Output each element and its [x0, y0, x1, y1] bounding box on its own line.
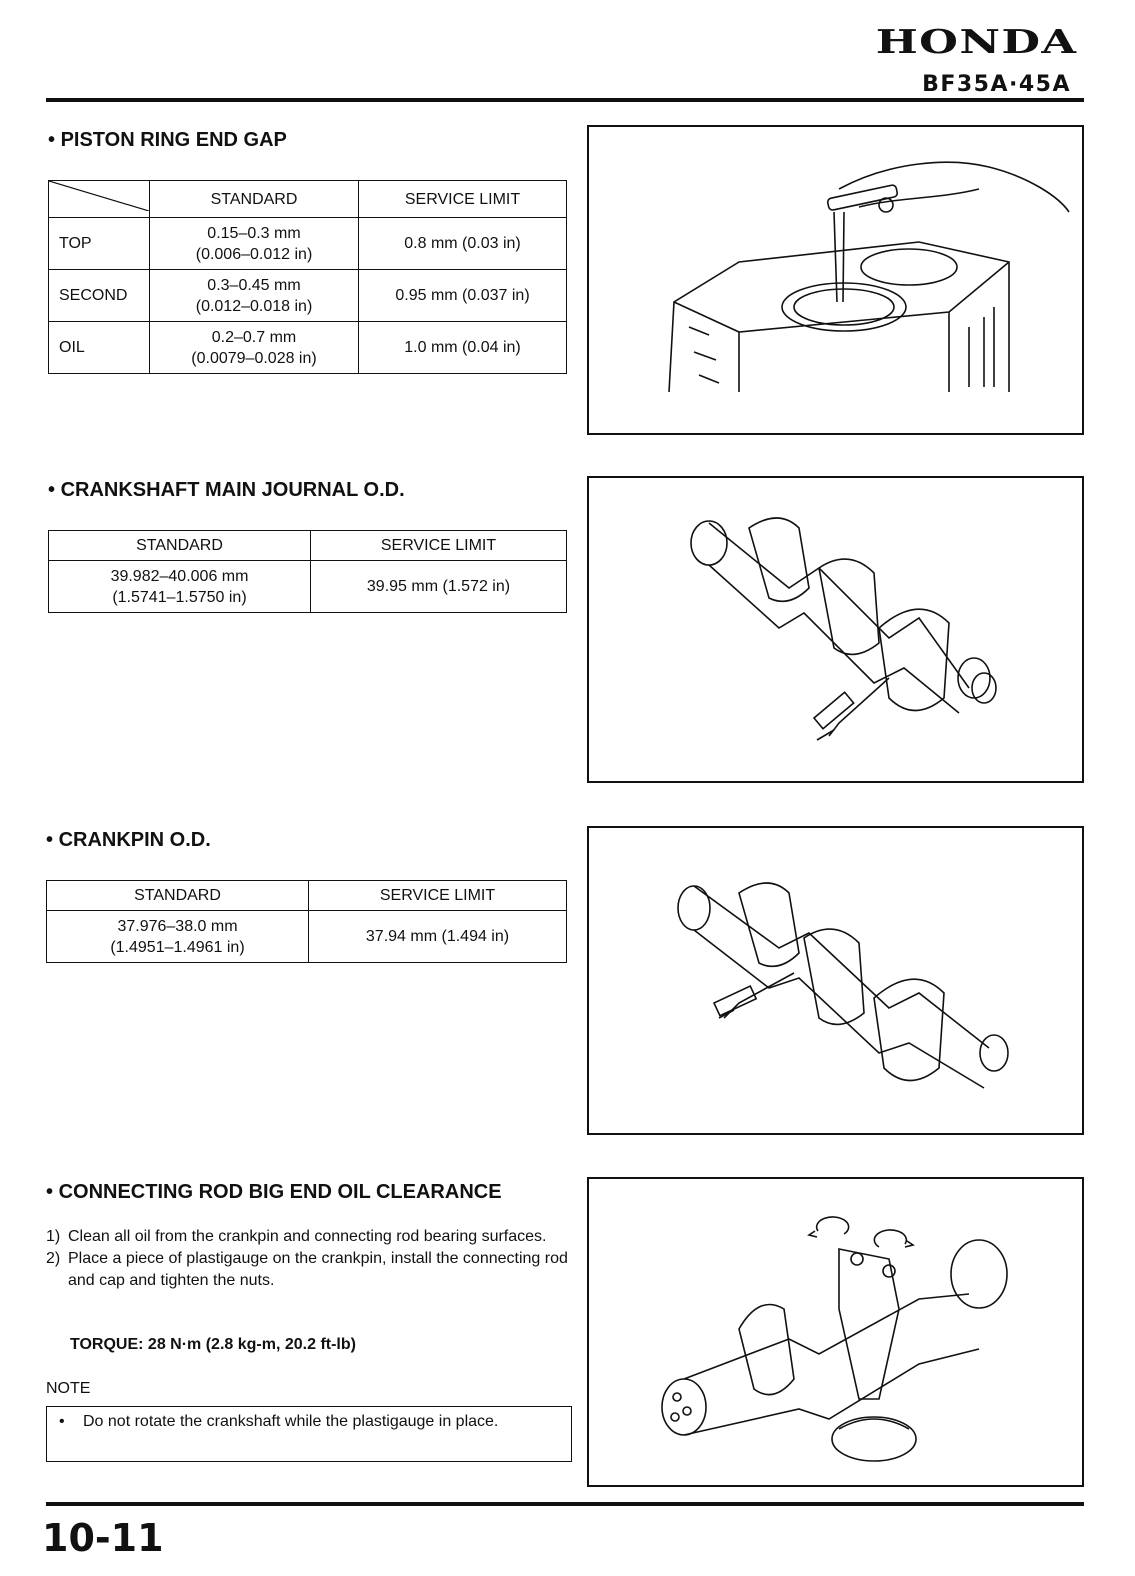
rotate-arrow-right-icon: [874, 1230, 913, 1247]
column-header-standard: STANDARD: [150, 181, 359, 218]
service-limit-cell: 0.8 mm (0.03 in): [359, 218, 567, 270]
column-header-service-limit: SERVICE LIMIT: [359, 181, 567, 218]
figure-connecting-rod-assembly: [587, 1177, 1084, 1487]
section-title-crankpin: • CRANKPIN O.D.: [46, 829, 211, 852]
table-row: [49, 322, 567, 374]
note-text: Do not rotate the crankshaft while the plastigauge in place.: [83, 1413, 499, 1430]
column-header-service-limit: SERVICE LIMIT: [309, 881, 567, 911]
table-row: [49, 561, 567, 613]
procedure-steps: [46, 1226, 568, 1292]
ring-gap-table: [48, 180, 567, 374]
table-row: [49, 270, 567, 322]
figure-feeler-gauge-cylinder: [587, 125, 1084, 435]
table-row: [49, 218, 567, 270]
note-bullet: •: [59, 1413, 65, 1430]
header-rule: [46, 98, 1084, 102]
column-header-standard: STANDARD: [49, 531, 311, 561]
column-header-standard: STANDARD: [47, 881, 309, 911]
note-label: NOTE: [46, 1380, 91, 1397]
table-corner-cell: [49, 181, 150, 218]
service-limit-cell: 1.0 mm (0.04 in): [359, 322, 567, 374]
main-journal-table: [48, 530, 567, 613]
note-box: [46, 1406, 572, 1462]
service-limit-cell: 37.94 mm (1.494 in): [309, 911, 567, 963]
model-name: BF35A·45A: [922, 72, 1071, 97]
list-item: 1) Clean all oil from the crankpin and connecting rod bearing surfaces.: [46, 1228, 547, 1245]
row-label: SECOND: [49, 270, 150, 322]
standard-cell: 39.982–40.006 mm (1.5741–1.5750 in): [49, 561, 311, 613]
row-label: OIL: [49, 322, 150, 374]
service-limit-cell: 0.95 mm (0.037 in): [359, 270, 567, 322]
table-row: [47, 911, 567, 963]
section-title-ring-gap: • PISTON RING END GAP: [48, 129, 287, 152]
rotate-arrow-left-icon: [809, 1217, 849, 1237]
row-label: TOP: [49, 218, 150, 270]
column-header-service-limit: SERVICE LIMIT: [311, 531, 567, 561]
standard-cell: 37.976–38.0 mm (1.4951–1.4961 in): [47, 911, 309, 963]
list-item: 2) Place a piece of plastigauge on the crankpin, install the connecting rod and cap and tighten the nuts.: [46, 1250, 568, 1289]
section-title-main-journal: • CRANKSHAFT MAIN JOURNAL O.D.: [48, 479, 405, 502]
page-number: 10-11: [42, 1516, 164, 1560]
torque-spec: TORQUE: 28 N·m (2.8 kg-m, 20.2 ft-lb): [70, 1336, 356, 1353]
standard-cell: 0.2–0.7 mm (0.0079–0.028 in): [150, 322, 359, 374]
brand-logo: HONDA: [875, 22, 1077, 61]
figure-main-journal-micrometer: [587, 476, 1084, 783]
footer-rule: [46, 1502, 1084, 1506]
standard-cell: 0.15–0.3 mm (0.006–0.012 in): [150, 218, 359, 270]
service-limit-cell: 39.95 mm (1.572 in): [311, 561, 567, 613]
diagonal-line: [49, 181, 149, 211]
section-title-rod-clearance: • CONNECTING ROD BIG END OIL CLEARANCE: [46, 1181, 502, 1204]
crankpin-table: [46, 880, 567, 963]
figure-crankpin-micrometer: [587, 826, 1084, 1135]
standard-cell: 0.3–0.45 mm (0.012–0.018 in): [150, 270, 359, 322]
